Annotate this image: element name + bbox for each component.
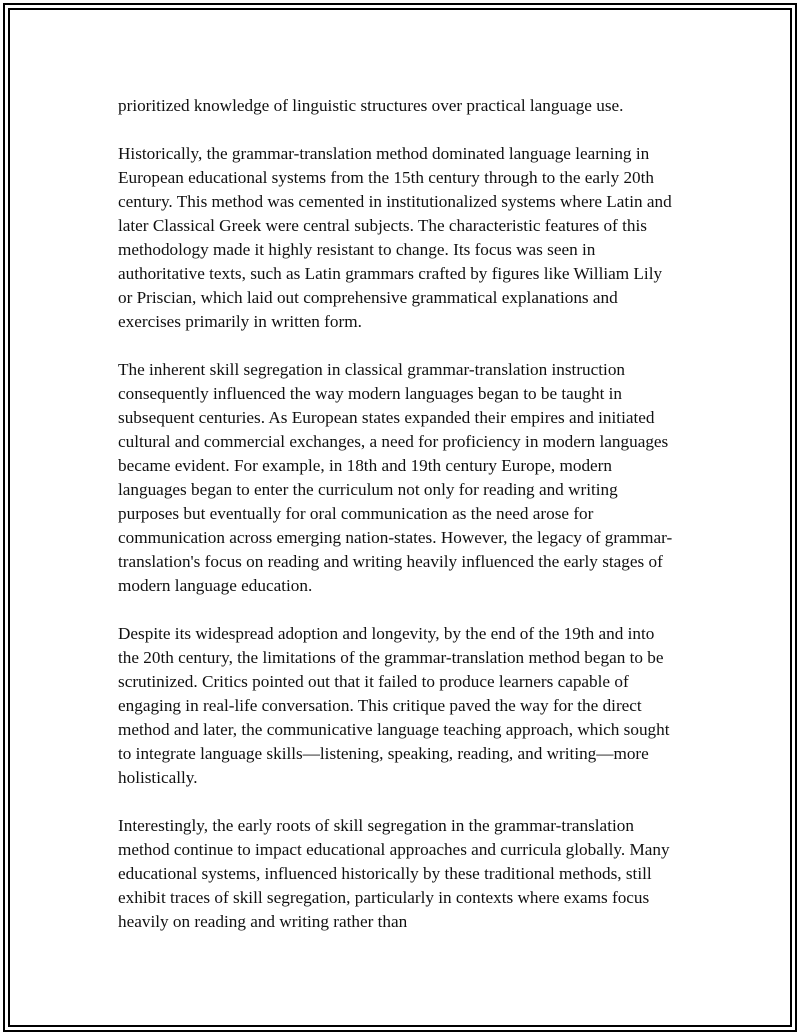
paragraph-2: Historically, the grammar-translation method dominated language learning in European educational systems from the 15th century through to the early 20th century. This method was cemented in institutionalized systems where Latin and later Classical Greek were central subjects. The characteristic features of this methodology made it highly resistant to change. Its focus was seen in authoritative texts, such as Latin grammars crafted by figures like William Lily or Priscian, which laid out comprehensive grammatical explanations and exercises primarily in written form. [118, 144, 672, 331]
paragraph-3: The inherent skill segregation in classical grammar-translation instruction consequently influenced the way modern languages began to be taught in subsequent centuries. As European states expanded their empires and initiated cultural and commercial exchanges, a need for proficiency in modern languages became evident. For example, in 18th and 19th century Europe, modern languages began to enter the curriculum not only for reading and writing purposes but eventually for oral communication as the need arose for communication across emerging nation-states. However, the legacy of grammar-translation's focus on reading and writing heavily influenced the early stages of modern language education. [118, 360, 673, 595]
paragraph-1: prioritized knowledge of linguistic structures over practical language use. [118, 96, 624, 115]
paragraph-5: Interestingly, the early roots of skill segregation in the grammar-translation method continue to impact educational approaches and curricula globally. Many educational systems, influenced historically by these traditional methods, still exhibit traces of skill segregation, particularly in contexts where exams focus heavily on reading and writing rather than [118, 816, 670, 931]
paragraph-4: Despite its widespread adoption and longevity, by the end of the 19th and into the 20th century, the limitations of the grammar-translation method began to be scrutinized. Critics pointed out that it failed to produce learners capable of engaging in real-life conversation. This critique paved the way for the direct method and later, the communicative language teaching approach, which sought to integrate language skills—listening, speaking, reading, and writing—more holistically. [118, 624, 670, 787]
document-body [118, 94, 678, 958]
